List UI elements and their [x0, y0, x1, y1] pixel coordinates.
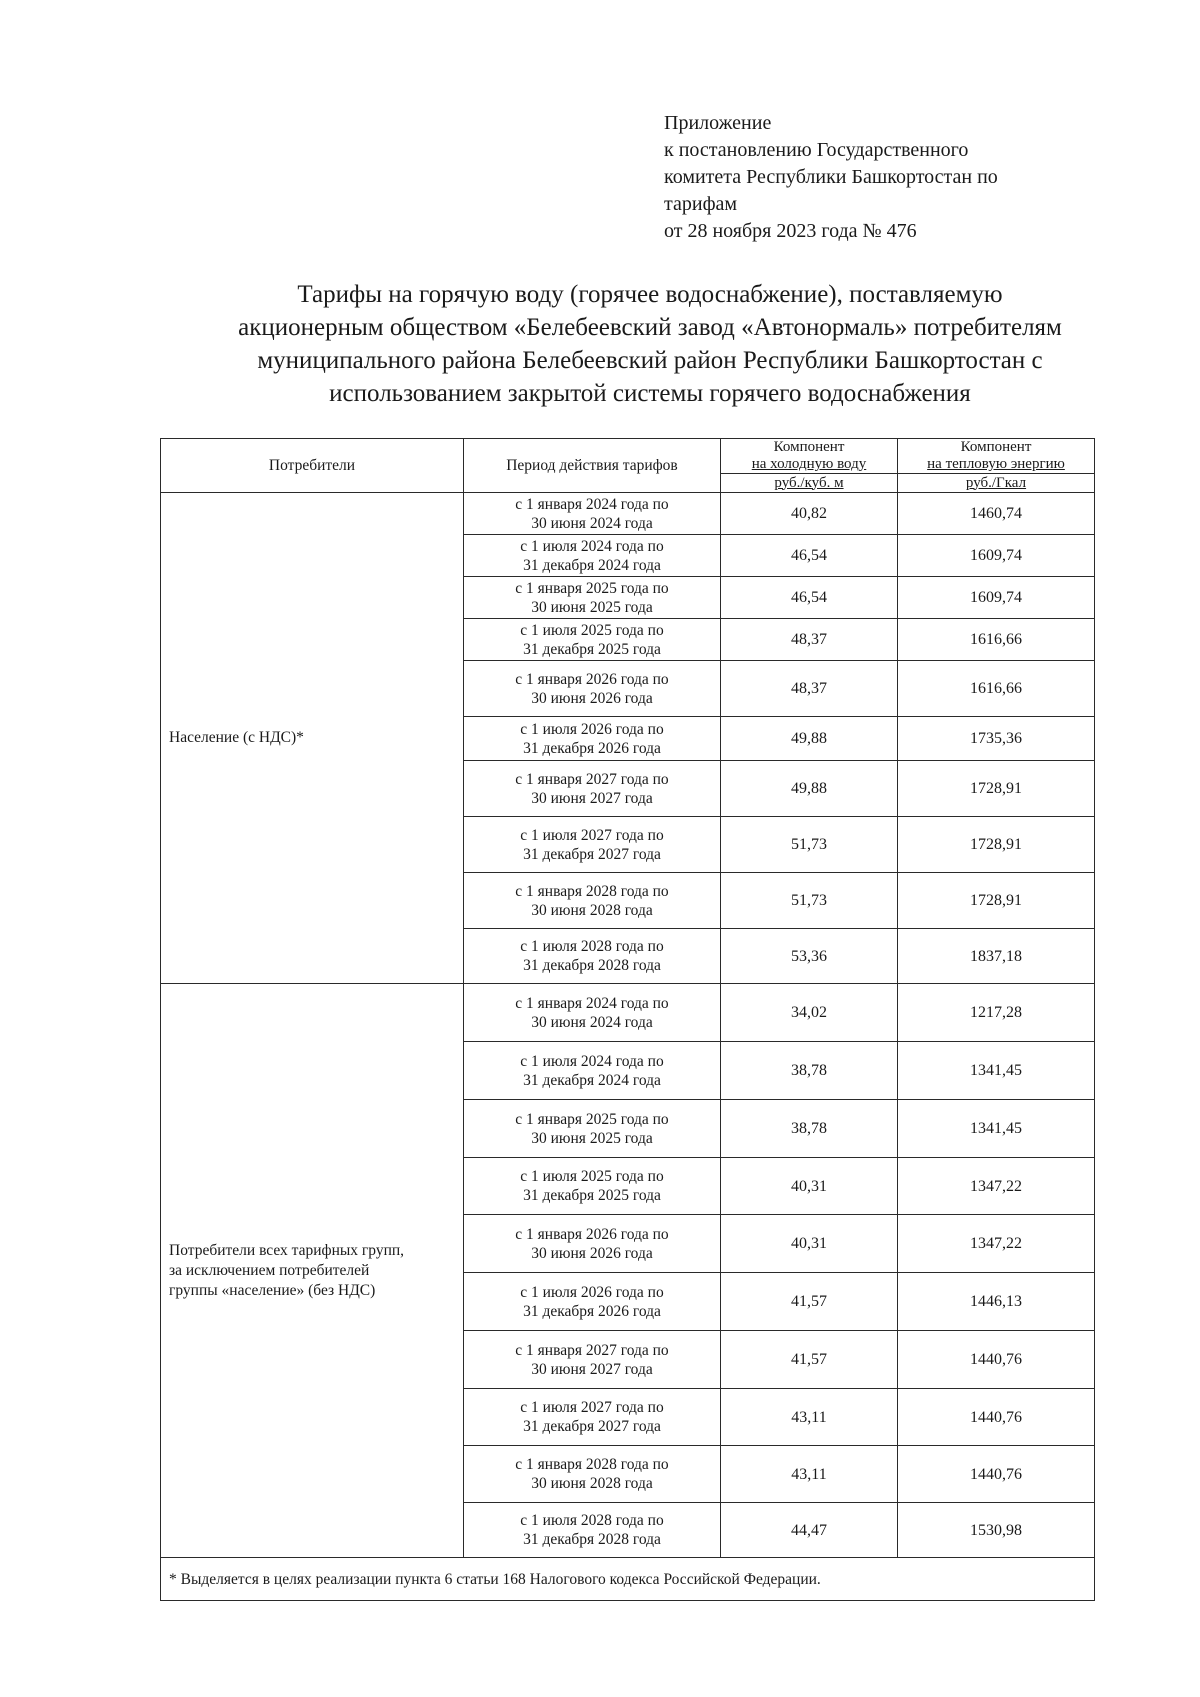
period-cell — [464, 1331, 721, 1389]
header-cold-component — [721, 439, 898, 474]
period-start: с 1 января 2026 года по — [515, 670, 669, 688]
heat-value: 1530,98 — [898, 1503, 1095, 1558]
heat-value: 1616,66 — [898, 661, 1095, 717]
header-period: Период действия тарифов — [464, 439, 721, 493]
period-end: 31 декабря 2025 года — [523, 1187, 661, 1204]
period-start: с 1 января 2025 года по — [515, 579, 669, 597]
period-cell — [464, 817, 721, 873]
title-line: Тарифы на горячую воду (горячее водоснабжение), поставляемую — [297, 281, 1003, 308]
period-start: с 1 января 2028 года по — [515, 882, 669, 900]
group-other-consumers — [161, 984, 464, 1558]
period-end: 30 июня 2028 года — [531, 901, 653, 919]
group-name-line: группы «население» (без НДС) — [169, 1281, 376, 1299]
cold-value: 51,73 — [721, 873, 898, 929]
period-end: 30 июня 2025 года — [531, 598, 653, 616]
period-start: с 1 января 2024 года по — [515, 495, 669, 513]
period-end: 31 декабря 2026 года — [523, 739, 661, 757]
header-cold-line1: Компонент — [773, 439, 845, 455]
appendix-block — [664, 110, 1104, 245]
header-heat-component — [898, 439, 1095, 474]
period-start: с 1 июля 2024 года по — [520, 537, 664, 555]
cold-value: 44,47 — [721, 1503, 898, 1558]
appendix-line: к постановлению Государственного — [664, 139, 969, 161]
heat-value: 1735,36 — [898, 717, 1095, 761]
period-end: 31 декабря 2028 года — [523, 957, 661, 974]
header-consumers: Потребители — [161, 439, 464, 493]
period-end: 31 декабря 2024 года — [523, 1071, 661, 1089]
heat-value: 1609,74 — [898, 535, 1095, 577]
period-start: с 1 января 2026 года по — [515, 1225, 669, 1243]
period-cell — [464, 577, 721, 619]
period-cell — [464, 1100, 721, 1158]
cold-value: 34,02 — [721, 984, 898, 1042]
period-start: с 1 июля 2028 года по — [520, 938, 664, 955]
period-cell — [464, 1273, 721, 1331]
tariffs-table — [160, 438, 1095, 1601]
period-cell — [464, 761, 721, 817]
period-cell — [464, 619, 721, 661]
header-heat-line2: на тепловую энергию — [927, 456, 1065, 472]
footnote: * Выделяется в целях реализации пункта 6 статьи 168 Налогового кодекса Российской Федерации. — [161, 1558, 1095, 1601]
cold-value: 40,31 — [721, 1158, 898, 1215]
cold-value: 49,88 — [721, 761, 898, 817]
period-cell — [464, 1158, 721, 1215]
heat-value: 1440,76 — [898, 1389, 1095, 1446]
cold-value: 51,73 — [721, 817, 898, 873]
period-end: 31 декабря 2028 года — [523, 1531, 661, 1548]
period-end: 31 декабря 2024 года — [523, 556, 661, 574]
cold-value: 40,31 — [721, 1215, 898, 1273]
header-cold-unit — [721, 474, 898, 493]
heat-value: 1616,66 — [898, 619, 1095, 661]
period-cell — [464, 929, 721, 984]
period-end: 30 июня 2024 года — [531, 1013, 653, 1031]
period-cell — [464, 535, 721, 577]
group-name-line: за исключением потребителей — [169, 1261, 370, 1279]
heat-value: 1460,74 — [898, 493, 1095, 535]
period-start: с 1 июля 2025 года по — [520, 621, 664, 639]
heat-value: 1728,91 — [898, 761, 1095, 817]
header-heat-unit — [898, 474, 1095, 493]
period-start: с 1 июля 2026 года по — [520, 1283, 664, 1301]
document-title — [160, 278, 1140, 410]
period-cell — [464, 1503, 721, 1558]
appendix-line: Приложение — [664, 112, 772, 134]
title-line: акционерным обществом «Белебеевский завод «Автонормаль» потребителям — [238, 314, 1062, 341]
heat-value: 1347,22 — [898, 1215, 1095, 1273]
period-start: с 1 января 2025 года по — [515, 1110, 669, 1128]
period-start: с 1 июля 2027 года по — [520, 1399, 664, 1416]
group-population: Население (с НДС)* — [161, 493, 464, 984]
heat-value: 1217,28 — [898, 984, 1095, 1042]
period-cell — [464, 1042, 721, 1100]
period-start: с 1 июля 2027 года по — [520, 826, 664, 844]
title-line: муниципального района Белебеевский район Республики Башкортостан с — [257, 347, 1043, 374]
period-start: с 1 января 2024 года по — [515, 994, 669, 1012]
period-start: с 1 июля 2024 года по — [520, 1052, 664, 1070]
cold-value: 41,57 — [721, 1331, 898, 1389]
cold-value: 48,37 — [721, 619, 898, 661]
table-row — [161, 984, 1095, 1042]
cold-value: 53,36 — [721, 929, 898, 984]
period-cell — [464, 873, 721, 929]
cold-value: 40,82 — [721, 493, 898, 535]
cold-unit-text: руб./куб. м — [774, 474, 844, 491]
period-end: 30 июня 2028 года — [531, 1475, 653, 1492]
appendix-line: комитета Республики Башкортостан по — [664, 166, 998, 188]
footnote-row — [161, 1558, 1095, 1601]
period-start: с 1 июля 2026 года по — [520, 720, 664, 738]
appendix-line: тарифам — [664, 193, 738, 215]
period-start: с 1 января 2027 года по — [515, 770, 669, 788]
heat-value: 1728,91 — [898, 873, 1095, 929]
appendix-line: от 28 ноября 2023 года № 476 — [664, 220, 917, 242]
heat-value: 1341,45 — [898, 1042, 1095, 1100]
heat-value: 1347,22 — [898, 1158, 1095, 1215]
period-cell — [464, 1446, 721, 1503]
heat-value: 1446,13 — [898, 1273, 1095, 1331]
title-line: использованием закрытой системы горячего водоснабжения — [329, 380, 971, 407]
heat-value: 1341,45 — [898, 1100, 1095, 1158]
table-row — [161, 493, 1095, 535]
period-cell — [464, 1389, 721, 1446]
period-cell — [464, 984, 721, 1042]
period-end: 30 июня 2026 года — [531, 689, 653, 707]
cold-value: 43,11 — [721, 1389, 898, 1446]
period-end: 30 июня 2024 года — [531, 514, 653, 532]
heat-value: 1837,18 — [898, 929, 1095, 984]
cold-value: 41,57 — [721, 1273, 898, 1331]
heat-value: 1728,91 — [898, 817, 1095, 873]
heat-unit-text: руб./Гкал — [965, 474, 1027, 491]
cold-value: 48,37 — [721, 661, 898, 717]
cold-value: 38,78 — [721, 1042, 898, 1100]
cold-value: 43,11 — [721, 1446, 898, 1503]
header-heat-line1: Компонент — [960, 439, 1032, 455]
period-end: 30 июня 2027 года — [531, 1360, 653, 1378]
period-end: 31 декабря 2027 года — [523, 845, 661, 863]
period-end: 30 июня 2025 года — [531, 1129, 653, 1147]
period-end: 31 декабря 2026 года — [523, 1302, 661, 1320]
cold-value: 38,78 — [721, 1100, 898, 1158]
period-start: с 1 июля 2025 года по — [520, 1168, 664, 1185]
period-end: 30 июня 2027 года — [531, 789, 653, 807]
group-name-line: Потребители всех тарифных групп, — [169, 1241, 405, 1259]
heat-value: 1440,76 — [898, 1446, 1095, 1503]
period-end: 31 декабря 2027 года — [523, 1418, 661, 1435]
cold-value: 49,88 — [721, 717, 898, 761]
period-cell — [464, 493, 721, 535]
cold-value: 46,54 — [721, 577, 898, 619]
period-cell — [464, 661, 721, 717]
period-cell — [464, 717, 721, 761]
period-end: 31 декабря 2025 года — [523, 640, 661, 658]
period-start: с 1 января 2028 года по — [515, 1456, 669, 1473]
period-start: с 1 января 2027 года по — [515, 1341, 669, 1359]
period-start: с 1 июля 2028 года по — [520, 1512, 664, 1529]
heat-value: 1609,74 — [898, 577, 1095, 619]
cold-value: 46,54 — [721, 535, 898, 577]
heat-value: 1440,76 — [898, 1331, 1095, 1389]
header-cold-line2: на холодную воду — [751, 456, 867, 472]
period-cell — [464, 1215, 721, 1273]
period-end: 30 июня 2026 года — [531, 1244, 653, 1262]
